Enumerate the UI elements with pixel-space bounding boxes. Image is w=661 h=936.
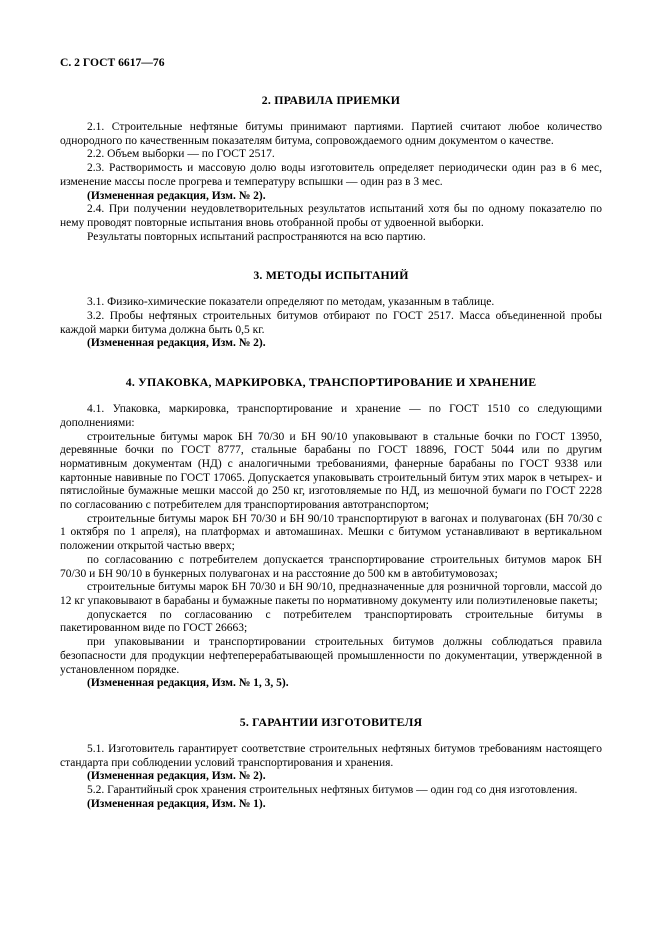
section-title: 4. УПАКОВКА, МАРКИРОВКА, ТРАНСПОРТИРОВАНИЕ И ХРАНЕНИЕ: [125, 375, 537, 390]
document-section: [60, 93, 602, 244]
amendment-note: (Измененная редакция, Изм. № 1).: [87, 797, 266, 810]
amendment-note: (Измененная редакция, Изм. № 2).: [87, 189, 266, 202]
document-section: [60, 375, 602, 691]
paragraph: 2.2. Объем выборки — по ГОСТ 2517.: [87, 148, 275, 161]
paragraph: 5.1. Изготовитель гарантирует соответствие строительных нефтяных битумов требованиям настоящего стандарта при соблюдении условий транспортирования и хранения.: [60, 742, 602, 769]
paragraph: строительные битумы марок БН 70/30 и БН 90/10, предназначенные для розничной торговли, массой до 12 кг упаковывают в барабаны и бумажные пакеты по нормативному документу или полиэтиленовые пакеты;: [60, 581, 602, 607]
amendment-note: (Измененная редакция, Изм. № 2).: [87, 337, 266, 350]
paragraph: 5.2. Гарантийный срок хранения строительных нефтяных битумов — один год со дня изготовления.: [87, 784, 578, 797]
paragraph: 2.1. Строительные нефтяные битумы принимают партиями. Партией считают любое количество однородного по качественным показателям битума, сопровождаемого одним документом о качестве.: [60, 121, 602, 147]
paragraph: Результаты повторных испытаний распространяются на всю партию.: [87, 230, 426, 243]
paragraph: 2.3. Растворимость и массовую долю воды изготовитель определяет периодически один раз в 6 мес, изменение массы после прогрева и температуру вспышки — один раз в 3 мес.: [60, 162, 602, 188]
paragraph: 2.4. При получении неудовлетворительных результатов испытаний хотя бы по одному показателю по нему проводят повторные испытания вновь отобранной пробы от удвоенной выборки.: [60, 203, 602, 229]
section-title: 5. ГАРАНТИИ ИЗГОТОВИТЕЛЯ: [239, 714, 423, 729]
paragraph: строительные битумы марок БН 70/30 и БН 90/10 транспортируют в вагонах и полувагонах (БН 70/30 с 1 октября по 1 апреля), на платформах и автомашинах. Мешки с битумом устанавливают в вертикальном положении открытой частью вверх;: [60, 512, 602, 553]
page-header: С. 2 ГОСТ 6617—76: [60, 56, 165, 69]
document-section: [60, 268, 602, 351]
document-body: [60, 93, 602, 811]
paragraph: допускается по согласованию с потребителем транспортировать строительные битумы в пакетированном виде по ГОСТ 26663;: [60, 608, 602, 635]
amendment-note: (Измененная редакция, Изм. № 1, 3, 5).: [87, 677, 289, 690]
section-title: 2. ПРАВИЛА ПРИЕМКИ: [261, 93, 401, 107]
paragraph: при упаковывании и транспортировании строительных битумов должны соблюдаться правила безопасности для продукции нефтеперерабатывающей промышленности по документации, утвержденной в установленном порядке.: [60, 636, 602, 676]
paragraph: строительные битумы марок БН 70/30 и БН 90/10 упаковывают в стальные бочки по ГОСТ 13950, деревянные бочки по ГОСТ 8777, стальные барабаны по ГОСТ 18896, ГОСТ 5044 или по другим нормативным документам (НД) с аналогичными требованиями, фанерные барабаны по ГОСТ 9338 или картонные навивные по ГОСТ 17065. Допускается упаковывать строительный битум этих марок в четырех- и пятислойные бумажные мешки массой до 250 кг, изготовляемые по НД, из мешочной бумаги по ГОСТ 2228 по согласованию с потребителем для транспортирования автотранспортом;: [60, 430, 602, 512]
paragraph: 4.1. Упаковка, маркировка, транспортирование и хранение — по ГОСТ 1510 со следующими дополнениями:: [60, 403, 602, 429]
section-title: 3. МЕТОДЫ ИСПЫТАНИЙ: [253, 268, 409, 283]
amendment-note: (Измененная редакция, Изм. № 2).: [87, 770, 266, 783]
document-section: [60, 715, 602, 812]
paragraph: 3.1. Физико-химические показатели определяют по методам, указанным в таблице.: [87, 296, 495, 309]
paragraph: по согласованию с потребителем допускается транспортирование строительных битумов марок БН 70/30 и БН 90/10 в бункерных полувагонах и на расстояние до 500 км в автобитумовозах;: [60, 553, 602, 580]
paragraph: 3.2. Пробы нефтяных строительных битумов отбирают по ГОСТ 2517. Масса объединенной пробы каждой марки битума должна быть 0,5 кг.: [60, 310, 602, 336]
